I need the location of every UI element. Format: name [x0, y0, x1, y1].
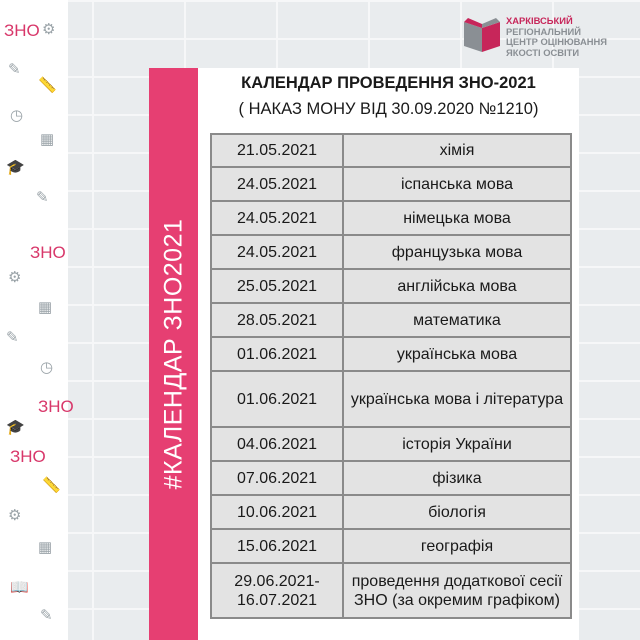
table-row: [211, 529, 571, 563]
logo-line-3: ЦЕНТР ОЦІНЮВАННЯ: [506, 36, 607, 48]
exam-date: 10.06.2021: [211, 495, 343, 529]
table-row: [211, 167, 571, 201]
grid-icon: ▦: [38, 539, 53, 556]
gear-icon: ⚙: [8, 507, 22, 524]
zno-doodle-text: ЗНО: [30, 243, 66, 262]
pencil-icon: ✎: [8, 61, 21, 78]
logo-line-1: ХАРКІВСЬКИЙ: [506, 15, 573, 26]
exam-subject: українська мова: [343, 337, 571, 371]
exam-subject: географія: [343, 529, 571, 563]
table-row: [211, 371, 571, 427]
exam-subject: німецька мова: [343, 201, 571, 235]
table-row: [211, 134, 571, 167]
zno-doodle-text: ЗНО: [10, 447, 46, 466]
pencil-icon: ✎: [36, 189, 49, 206]
table-row: [211, 563, 571, 618]
exam-subject: хімія: [343, 134, 571, 167]
exam-date: 25.05.2021: [211, 269, 343, 303]
pencil-icon: ✎: [40, 607, 53, 624]
gear-icon: ⚙: [42, 21, 56, 38]
cap-icon: 🎓: [6, 159, 25, 176]
exam-date: 24.05.2021: [211, 201, 343, 235]
zno-doodle-text: ЗНО: [4, 21, 40, 40]
table-row: [211, 303, 571, 337]
side-label: #КАЛЕНДАР ЗНО2021: [159, 218, 188, 490]
zno-doodle-text: ЗНО: [38, 397, 74, 416]
logo-line-2: РЕГІОНАЛЬНИЙ: [506, 25, 581, 37]
pencil-icon: ✎: [6, 329, 19, 346]
exam-date: 29.06.2021-16.07.2021: [211, 563, 343, 618]
cap-icon: 🎓: [6, 419, 25, 436]
table-row: [211, 495, 571, 529]
table-row: [211, 427, 571, 461]
clock-icon: ◷: [40, 359, 54, 376]
exam-date: 01.06.2021: [211, 371, 343, 427]
table-row: [211, 235, 571, 269]
exam-date: 01.06.2021: [211, 337, 343, 371]
logo: [462, 12, 632, 62]
exam-subject: фізика: [343, 461, 571, 495]
page-subtitle: ( НАКАЗ МОНУ ВІД 30.09.2020 №1210): [238, 100, 539, 118]
book-icon: 📖: [10, 579, 29, 596]
logo-text: [506, 16, 632, 58]
exam-date: 24.05.2021: [211, 167, 343, 201]
exam-date: 07.06.2021: [211, 461, 343, 495]
exam-date: 04.06.2021: [211, 427, 343, 461]
exam-date: 15.06.2021: [211, 529, 343, 563]
doodle-strip: [0, 0, 74, 640]
exam-date: 24.05.2021: [211, 235, 343, 269]
ruler-icon: 📏: [38, 77, 57, 94]
exam-subject: біологія: [343, 495, 571, 529]
calendar-table: [210, 133, 572, 619]
exam-date: 21.05.2021: [211, 134, 343, 167]
logo-line-4: ЯКОСТІ ОСВІТИ: [506, 46, 580, 58]
ruler-icon: 📏: [42, 477, 61, 494]
exam-subject: українська мова і література: [343, 371, 571, 427]
exam-subject: іспанська мова: [343, 167, 571, 201]
table-row: [211, 269, 571, 303]
exam-subject: історія України: [343, 427, 571, 461]
table-row: [211, 461, 571, 495]
logo-book-icon: [462, 14, 502, 54]
exam-subject: французька мова: [343, 235, 571, 269]
gear-icon: ⚙: [8, 269, 22, 286]
grid-icon: ▦: [40, 131, 55, 148]
exam-date: 28.05.2021: [211, 303, 343, 337]
exam-subject: англійська мова: [343, 269, 571, 303]
page-title: КАЛЕНДАР ПРОВЕДЕННЯ ЗНО-2021: [241, 74, 536, 92]
table-row: [211, 201, 571, 235]
exam-subject: математика: [343, 303, 571, 337]
exam-subject: проведення додаткової сесії ЗНО (за окремим графіком): [343, 563, 571, 618]
table-row: [211, 337, 571, 371]
grid-icon: ▦: [38, 299, 53, 316]
clock-icon: ◷: [10, 107, 24, 124]
